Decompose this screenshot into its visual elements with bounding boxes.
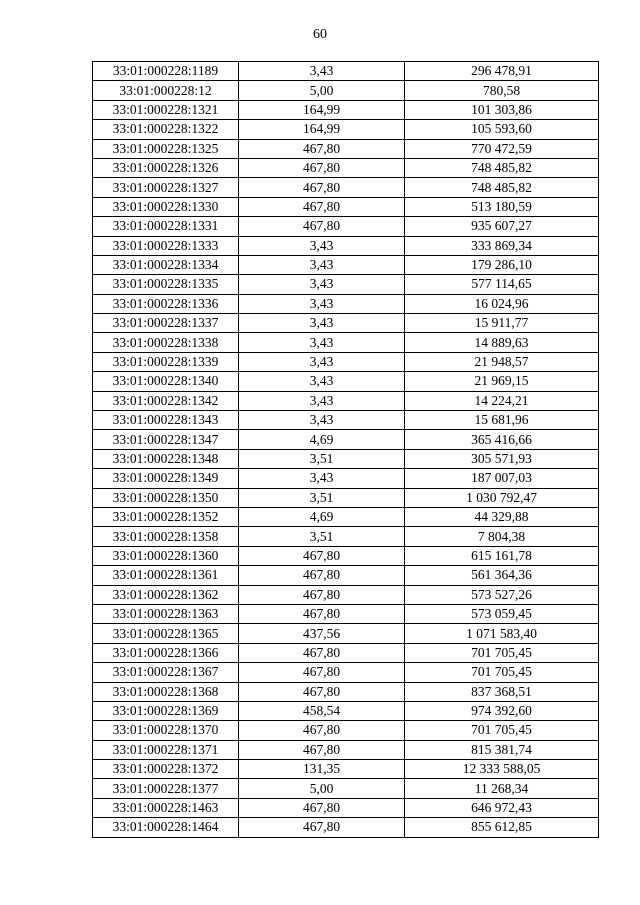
table-row xyxy=(93,721,599,740)
table-row xyxy=(93,779,599,798)
table-row xyxy=(93,430,599,449)
value-cell: 105 593,60 xyxy=(405,120,599,139)
table-row xyxy=(93,294,599,313)
value-cell: 780,58 xyxy=(405,81,599,100)
value-cell: 14 224,21 xyxy=(405,391,599,410)
area-cell: 467,80 xyxy=(239,217,405,236)
cadastral-number-cell: 33:01:000228:1325 xyxy=(93,139,239,158)
area-cell: 3,51 xyxy=(239,449,405,468)
cadastral-number-cell: 33:01:000228:1367 xyxy=(93,663,239,682)
value-cell: 179 286,10 xyxy=(405,255,599,274)
value-cell: 573 059,45 xyxy=(405,604,599,623)
cadastral-number-cell: 33:01:000228:1326 xyxy=(93,158,239,177)
area-cell: 3,43 xyxy=(239,314,405,333)
area-cell: 164,99 xyxy=(239,120,405,139)
value-cell: 770 472,59 xyxy=(405,139,599,158)
table-row xyxy=(93,449,599,468)
value-cell: 935 607,27 xyxy=(405,217,599,236)
value-cell: 15 681,96 xyxy=(405,411,599,430)
value-cell: 11 268,34 xyxy=(405,779,599,798)
cadastral-number-cell: 33:01:000228:1336 xyxy=(93,294,239,313)
value-cell: 101 303,86 xyxy=(405,100,599,119)
area-cell: 467,80 xyxy=(239,682,405,701)
cadastral-number-cell: 33:01:000228:1360 xyxy=(93,546,239,565)
cadastral-value-table xyxy=(92,61,599,838)
value-cell: 12 333 588,05 xyxy=(405,760,599,779)
cadastral-number-cell: 33:01:000228:1362 xyxy=(93,585,239,604)
value-cell: 1 071 583,40 xyxy=(405,624,599,643)
value-cell: 21 948,57 xyxy=(405,352,599,371)
table-row xyxy=(93,507,599,526)
table-row xyxy=(93,236,599,255)
cadastral-number-cell: 33:01:000228:1370 xyxy=(93,721,239,740)
cadastral-number-cell: 33:01:000228:1338 xyxy=(93,333,239,352)
table-row xyxy=(93,546,599,565)
table-row xyxy=(93,178,599,197)
value-cell: 974 392,60 xyxy=(405,701,599,720)
cadastral-number-cell: 33:01:000228:1348 xyxy=(93,449,239,468)
page-number: 60 xyxy=(313,27,327,42)
cadastral-number-cell: 33:01:000228:1365 xyxy=(93,624,239,643)
area-cell: 164,99 xyxy=(239,100,405,119)
area-cell: 467,80 xyxy=(239,139,405,158)
table-row xyxy=(93,100,599,119)
cadastral-number-cell: 33:01:000228:1333 xyxy=(93,236,239,255)
value-cell: 615 161,78 xyxy=(405,546,599,565)
table-row xyxy=(93,740,599,759)
area-cell: 3,43 xyxy=(239,372,405,391)
area-cell: 131,35 xyxy=(239,760,405,779)
value-cell: 561 364,36 xyxy=(405,566,599,585)
table-row xyxy=(93,760,599,779)
cadastral-number-cell: 33:01:000228:1322 xyxy=(93,120,239,139)
value-cell: 305 571,93 xyxy=(405,449,599,468)
cadastral-number-cell: 33:01:000228:1368 xyxy=(93,682,239,701)
cadastral-number-cell: 33:01:000228:1334 xyxy=(93,255,239,274)
value-cell: 577 114,65 xyxy=(405,275,599,294)
value-cell: 646 972,43 xyxy=(405,798,599,817)
table-row xyxy=(93,314,599,333)
area-cell: 3,43 xyxy=(239,352,405,371)
cadastral-number-cell: 33:01:000228:1372 xyxy=(93,760,239,779)
value-cell: 701 705,45 xyxy=(405,663,599,682)
value-cell: 573 527,26 xyxy=(405,585,599,604)
cadastral-number-cell: 33:01:000228:1327 xyxy=(93,178,239,197)
value-cell: 701 705,45 xyxy=(405,721,599,740)
cadastral-number-cell: 33:01:000228:1369 xyxy=(93,701,239,720)
value-cell: 1 030 792,47 xyxy=(405,488,599,507)
value-cell: 15 911,77 xyxy=(405,314,599,333)
area-cell: 467,80 xyxy=(239,798,405,817)
table-row xyxy=(93,585,599,604)
value-cell: 513 180,59 xyxy=(405,197,599,216)
table-row xyxy=(93,643,599,662)
table-row xyxy=(93,333,599,352)
cadastral-number-cell: 33:01:000228:1363 xyxy=(93,604,239,623)
cadastral-number-cell: 33:01:000228:1464 xyxy=(93,818,239,837)
cadastral-number-cell: 33:01:000228:1342 xyxy=(93,391,239,410)
area-cell: 3,43 xyxy=(239,411,405,430)
area-cell: 3,43 xyxy=(239,62,405,81)
value-cell: 815 381,74 xyxy=(405,740,599,759)
table-row xyxy=(93,391,599,410)
cadastral-number-cell: 33:01:000228:1347 xyxy=(93,430,239,449)
area-cell: 3,43 xyxy=(239,236,405,255)
area-cell: 467,80 xyxy=(239,585,405,604)
area-cell: 3,43 xyxy=(239,294,405,313)
cadastral-number-cell: 33:01:000228:1377 xyxy=(93,779,239,798)
value-cell: 21 969,15 xyxy=(405,372,599,391)
value-cell: 837 368,51 xyxy=(405,682,599,701)
table-row xyxy=(93,798,599,817)
cadastral-number-cell: 33:01:000228:1330 xyxy=(93,197,239,216)
value-cell: 187 007,03 xyxy=(405,469,599,488)
area-cell: 467,80 xyxy=(239,197,405,216)
area-cell: 5,00 xyxy=(239,779,405,798)
cadastral-number-cell: 33:01:000228:1321 xyxy=(93,100,239,119)
cadastral-number-cell: 33:01:000228:1349 xyxy=(93,469,239,488)
area-cell: 437,56 xyxy=(239,624,405,643)
area-cell: 3,43 xyxy=(239,275,405,294)
table-row xyxy=(93,197,599,216)
value-cell: 296 478,91 xyxy=(405,62,599,81)
value-cell: 748 485,82 xyxy=(405,178,599,197)
cadastral-number-cell: 33:01:000228:1371 xyxy=(93,740,239,759)
value-cell: 333 869,34 xyxy=(405,236,599,255)
cadastral-number-cell: 33:01:000228:1350 xyxy=(93,488,239,507)
table-row xyxy=(93,818,599,837)
value-cell: 16 024,96 xyxy=(405,294,599,313)
area-cell: 4,69 xyxy=(239,430,405,449)
area-cell: 3,43 xyxy=(239,391,405,410)
table-row xyxy=(93,158,599,177)
table-row xyxy=(93,411,599,430)
area-cell: 467,80 xyxy=(239,158,405,177)
value-cell: 855 612,85 xyxy=(405,818,599,837)
area-cell: 467,80 xyxy=(239,663,405,682)
table-row xyxy=(93,624,599,643)
cadastral-number-cell: 33:01:000228:1366 xyxy=(93,643,239,662)
table-row xyxy=(93,527,599,546)
value-cell: 365 416,66 xyxy=(405,430,599,449)
area-cell: 467,80 xyxy=(239,546,405,565)
cadastral-number-cell: 33:01:000228:1343 xyxy=(93,411,239,430)
cadastral-number-cell: 33:01:000228:1335 xyxy=(93,275,239,294)
table-row xyxy=(93,352,599,371)
table-row xyxy=(93,217,599,236)
area-cell: 3,51 xyxy=(239,488,405,507)
area-cell: 3,43 xyxy=(239,255,405,274)
table-row xyxy=(93,255,599,274)
cadastral-number-cell: 33:01:000228:12 xyxy=(93,81,239,100)
area-cell: 458,54 xyxy=(239,701,405,720)
cadastral-number-cell: 33:01:000228:1340 xyxy=(93,372,239,391)
table-row xyxy=(93,469,599,488)
cadastral-number-cell: 33:01:000228:1339 xyxy=(93,352,239,371)
cadastral-number-cell: 33:01:000228:1358 xyxy=(93,527,239,546)
area-cell: 467,80 xyxy=(239,566,405,585)
area-cell: 3,51 xyxy=(239,527,405,546)
cadastral-number-cell: 33:01:000228:1337 xyxy=(93,314,239,333)
table-row xyxy=(93,372,599,391)
table-row xyxy=(93,488,599,507)
table-row xyxy=(93,275,599,294)
value-cell: 44 329,88 xyxy=(405,507,599,526)
area-cell: 5,00 xyxy=(239,81,405,100)
table-row xyxy=(93,604,599,623)
area-cell: 467,80 xyxy=(239,643,405,662)
area-cell: 467,80 xyxy=(239,740,405,759)
area-cell: 4,69 xyxy=(239,507,405,526)
value-cell: 748 485,82 xyxy=(405,158,599,177)
table-row xyxy=(93,139,599,158)
value-cell: 14 889,63 xyxy=(405,333,599,352)
area-cell: 3,43 xyxy=(239,469,405,488)
table-row xyxy=(93,566,599,585)
area-cell: 3,43 xyxy=(239,333,405,352)
area-cell: 467,80 xyxy=(239,721,405,740)
value-cell: 701 705,45 xyxy=(405,643,599,662)
table-row xyxy=(93,120,599,139)
area-cell: 467,80 xyxy=(239,178,405,197)
value-cell: 7 804,38 xyxy=(405,527,599,546)
table-row xyxy=(93,682,599,701)
cadastral-number-cell: 33:01:000228:1463 xyxy=(93,798,239,817)
table-row xyxy=(93,81,599,100)
table-row xyxy=(93,701,599,720)
area-cell: 467,80 xyxy=(239,604,405,623)
table-body xyxy=(93,62,599,838)
cadastral-number-cell: 33:01:000228:1361 xyxy=(93,566,239,585)
table-row xyxy=(93,663,599,682)
table-row xyxy=(93,62,599,81)
cadastral-number-cell: 33:01:000228:1331 xyxy=(93,217,239,236)
cadastral-number-cell: 33:01:000228:1189 xyxy=(93,62,239,81)
area-cell: 467,80 xyxy=(239,818,405,837)
cadastral-number-cell: 33:01:000228:1352 xyxy=(93,507,239,526)
